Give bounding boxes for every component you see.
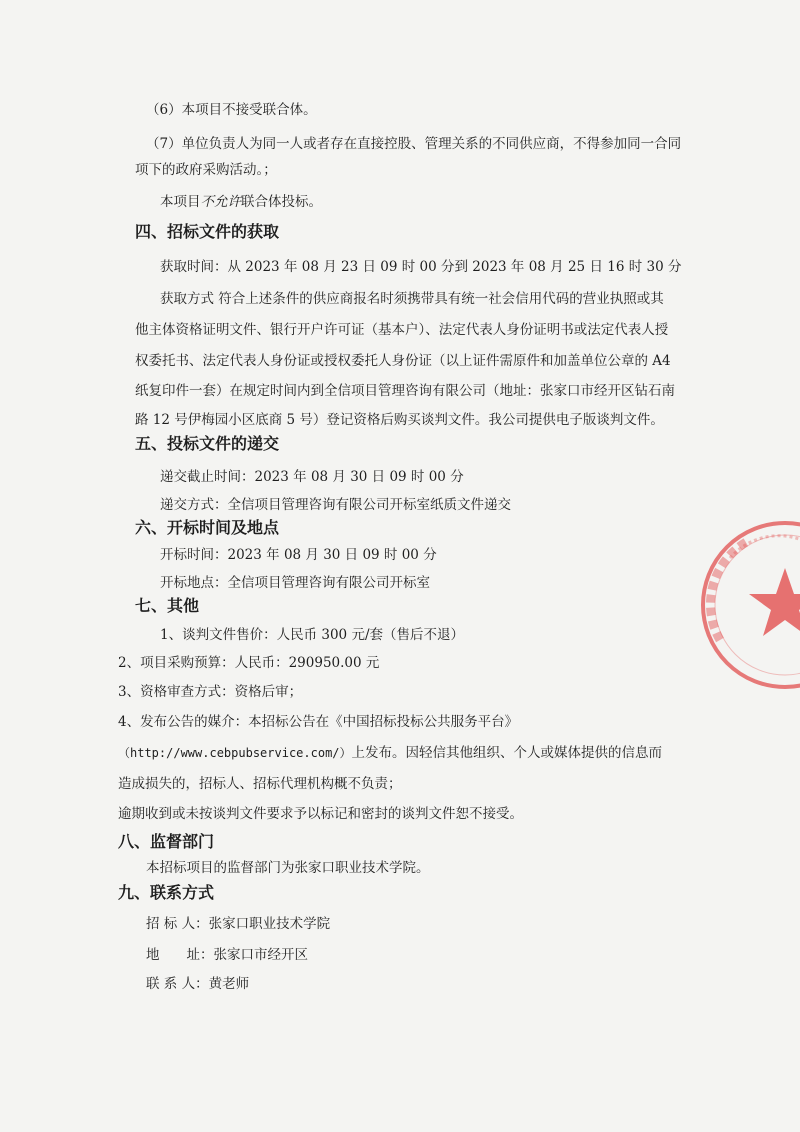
seal-star <box>749 568 800 636</box>
consortium-pre: 本项目 <box>160 194 201 210</box>
item-7-line-2: 项下的政府采购活动。； <box>135 162 277 178</box>
seal-text-arc <box>710 540 750 640</box>
supervision-text: 本招标项目的监督部门为张家口职业技术学院。 <box>146 860 430 876</box>
opening-place: 开标地点：全信项目管理咨询有限公司开标室 <box>160 575 430 591</box>
other-item-4-line-2-text: 上发布。因轻信其他组织、个人或媒体提供的信息而 <box>351 745 663 761</box>
heading-section-9: 九、联系方式 <box>118 883 215 902</box>
other-item-3: 3、资格审查方式：资格后审； <box>118 684 303 700</box>
platform-url: （http://www.cebpubservice.com/） <box>118 746 352 760</box>
heading-section-6: 六、开标时间及地点 <box>135 518 280 537</box>
company-seal-stamp <box>690 510 800 700</box>
other-item-4-line-4: 逾期收到或未按谈判文件要求予以标记和密封的谈判文件恕不接受。 <box>118 806 523 822</box>
contact-tenderer: 招 标 人：张家口职业技术学院 <box>146 916 331 932</box>
other-item-4-line-2 <box>118 744 662 762</box>
consortium-post: 联合体投标。 <box>241 194 322 210</box>
opening-time: 开标时间：2023 年 08 月 30 日 09 时 00 分 <box>160 547 437 563</box>
consortium-emphasis: 不允许 <box>200 194 241 210</box>
heading-section-7: 七、其他 <box>135 596 200 615</box>
contact-person: 联 系 人：黄老师 <box>146 976 250 992</box>
other-item-1: 1、谈判文件售价：人民币 300 元/套（售后不退） <box>160 627 464 643</box>
other-item-4-line-1: 4、发布公告的媒介：本招标公告在《中国招标投标公共服务平台》 <box>118 714 519 730</box>
heading-section-8: 八、监督部门 <box>118 832 215 851</box>
contact-address: 地 址：张家口市经开区 <box>146 947 308 963</box>
consortium-line <box>160 193 322 211</box>
acquisition-time: 获取时间：从 2023 年 08 月 23 日 09 时 00 分到 2023 年 08 月 25 日 16 时 30 分 <box>160 259 682 275</box>
other-item-4-line-3: 造成损失的，招标人、招标代理机构概不负责； <box>118 776 402 792</box>
submission-deadline: 递交截止时间：2023 年 08 月 30 日 09 时 00 分 <box>160 469 464 485</box>
other-item-2: 2、项目采购预算：人民币：290950.00 元 <box>118 655 380 671</box>
submission-method: 递交方式：全信项目管理咨询有限公司开标室纸质文件递交 <box>160 497 511 513</box>
acquisition-method-line-3: 权委托书、法定代表人身份证或授权委托人身份证（以上证件需原件和加盖单位公章的 A4 <box>135 353 671 369</box>
item-7-line-1: （7）单位负责人为同一人或者存在直接控股、管理关系的不同供应商，不得参加同一合同 <box>146 136 682 152</box>
heading-section-4: 四、招标文件的获取 <box>135 222 280 241</box>
acquisition-method-line-2: 他主体资格证明文件、银行开户许可证（基本户）、法定代表人身份证明书或法定代表人授 <box>135 322 669 338</box>
item-6: （6）本项目不接受联合体。 <box>146 102 317 118</box>
heading-section-5: 五、投标文件的递交 <box>135 434 280 453</box>
acquisition-method-line-5: 路 12 号伊梅园小区底商 5 号）登记资格后购买谈判文件。我公司提供电子版谈判文件。 <box>135 412 664 428</box>
acquisition-method-line-4: 纸复印件一套）在规定时间内到全信项目管理咨询有限公司（地址：张家口市经开区钻石南 <box>135 383 675 399</box>
acquisition-method-line-1: 获取方式 符合上述条件的供应商报名时须携带具有统一社会信用代码的营业执照或其 <box>160 291 664 307</box>
